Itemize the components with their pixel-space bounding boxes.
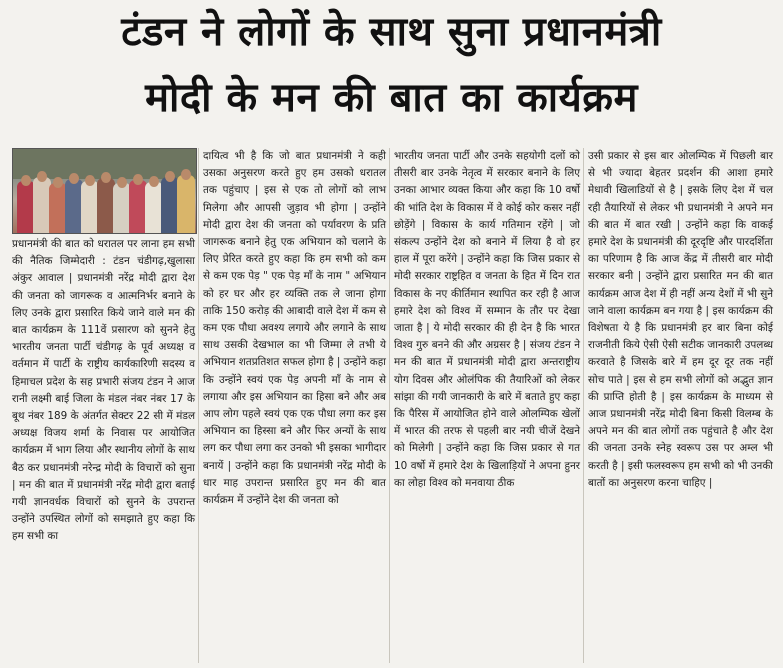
article-column-1 bbox=[12, 236, 195, 546]
headline-line-2: मोदी के मन की बात का कार्यक्रम bbox=[145, 75, 638, 121]
headline bbox=[0, 0, 783, 140]
article-column-3 bbox=[394, 148, 580, 492]
column-4-text: उसी प्रकार से इस बार ओलम्पिक में पिछली बार से भी ज्यादा बेहतर प्रदर्शन की आशा हमारे मेधावी खिलाडियों से है | इसके लिए देश में चल रही तैयारियों से लेकर भी प्रधानमंत्री ने अपने मन की बात में बात रखी | उन्होंने कहा कि वाकई हमारे देश के प्रधानमंत्री की दूरदृष्टि और पारदर्शिता का परिणाम है कि आज केंद्र में तीसरी बार मोदी सरकार बनी | उन्होंने द्वारा प्रसारित मन की बात कार्यक्रम आज देश में ही नहीं अन्य देशों में भी सुने जाने वाला कार्यक्रम बन गया है | इस कार्यक्रम की विशेषता ये है कि प्रधानमंत्री हर बार बिना कोई राजनीती किये ऐसी ऐसी सटीक जानकारी उपलब्ध करवाते है जिसके बारे में हम दूर दूर तक नहीं सोच पाते | इस से हम सभी लोगों को अद्भुत ज्ञान की प्राप्ति होती है | इस कार्यक्रम के माध्यम से आज प्रधानमंत्री नरेंद्र मोदी बिना किसी विलम्ब के अपने मन की बात लोगों तक पहुंचाते है और देश की जनता उनके स्नेह स्वरूप उस पर अम्ल भी करती है | इसी फलस्वरूप हम सभी को भी उनकी बातों का अनुसरण करना चाहिए | bbox=[588, 150, 773, 489]
headline-line-1: टंडन ने लोगों के साथ सुना प्रधानमंत्री bbox=[121, 9, 662, 55]
column-2-text: दायित्व भी है कि जो बात प्रधानमंत्री ने कही उसका अनुसरण करते हुए हम उसको धरातल तक पहुंचाए | इस से एक तो लोगों को लाभ मिलेगा और आपसी जुड़ाव भी होगा | उन्होंने मोदी द्वारा देश की जनता को पर्यावरण के प्रति जागरूक बनाने हेतु एक अभियान को चलाने के लिए प्रेरित करते हुए कहा कि हम सभी को कम से कम एक पेड़ " एक पेड़ माँ के नाम " अभियान को हर घर और हर व्यक्ति तक ले जाना होगा ताकि 150 करोड़ की आबादी वाले देश में कम से कम एक पौधा अवश्य लगाये और लगाने के साथ साथ उसकी देखभाल का भी जिम्मा ले तभी ये अभियान शतप्रतिशत सफल होगा है | उन्होंने कहा कि उन्होंने स्वयं एक पेड़ अपनी माँ के नाम से लगाया और इस अभियान का हिसा बने और अब आप लोग पहले स्वयं एक एक पौधा लगा कर इस अभियान का हिस्सा बने और फिर अन्यों के साथ लग कर पौधा लगा कर उनको भी इसका भागीदार बनायें | उन्होंने कहा कि प्रधानमंत्री नरेंद्र मोदी के धार माह उपरान्त प्रसारित हुए मन की बात कार्यक्रम में उन्होंने देश की जनता को bbox=[203, 150, 386, 507]
column-1-text: प्रधानमंत्री की बात को धरातल पर लाना हम सभी की नैतिक जिम्मेदारी : टंडन चंडीगढ़,खुलासा अंकुर आवाल | प्रधानमंत्री नरेंद्र मोदी द्वारा देश की जनता को जागरूक व आत्मनिर्भर बनाने के लिए उनके द्वारा प्रसारित किये जाने वाले मन की बात कार्यक्रम के 111वें प्रसारण को सुनने हेतु भारतीय जनता पार्टी चंडीगढ़ के पूर्व अध्यक्ष व वर्तमान में पार्टी के राष्ट्रीय कार्यकारिणी सदस्य व हिमाचल प्रदेश के सह प्रभारी संजय टंडन ने आज रानी लक्ष्मी बाई जिला के मंडल नंबर नंबर 17 के बूथ नंबर 189 के अंतर्गत सेक्टर 22 सी में मंडल अध्यक्ष विजय शर्मा के निवास पर आयोजित कार्यक्रम में भाग लिया और स्थानीय लोगों के साथ बैठ कर प्रधानमंत्री नरेन्द्र मोदी के विचारों को सुना | मन की बात में प्रधानमंत्री नरेंद्र मोदी द्वारा बताई गयी ज्ञानवर्धक विचारों को सुनने के उपरान्त उन्होंने उपस्थित लोगों को समझाते हुए कहा कि हम सभी का bbox=[12, 238, 195, 543]
news-photo bbox=[12, 148, 197, 234]
article-column-4 bbox=[588, 148, 773, 492]
article-column-2 bbox=[203, 148, 386, 509]
column-3-text: भारतीय जनता पार्टी और उनके सहयोगी दलों को तीसरी बार उनके नेतृत्व में सरकार बनाने के लिए उनका आभार व्यक्त किया और कहा कि 10 वर्षो की भांति देश के विकास में वे कोई कोर कसर नहीं छोड़ेंगे | विकास के कार्य गतिमान रहेंगे | जो संकल्प उन्होंने देश को बनाने में लिया है वो हर हाल में पूरा करेंगे | उन्होंने कहा कि जिस प्रकार से मोदी सरकार राष्ट्रहित व जनता के हित में दिन रात विकास के नए कीर्तिमान स्थापित कर रही है आज हमारे देश को विश्व में सम्मान के तौर पर देखा जाता है | ये मोदी सरकार की ही देन है कि भारत विश्व गुरु बनने की और अग्रसर है | संजय टंडन ने मन की बात में प्रधानमंत्री मोदी द्वारा अन्तराष्ट्रीय योग दिवस और ओलंपिक की तैयारिओं को लेकर सांझा की गयी जानकारी के बारे में बताते हुए कहा कि पैरिस में आयोजित होने वाले ओलम्पिक खेलों में भारत की तरफ से पहली बार नयी चीजें देखने को मिलेगी | उन्होंने कहा कि जिस प्रकार से गत 10 वर्षो में हमारे देश के खिलाड़ियों ने अपना हुनर का लोहा विश्व को मनवाया ठीक bbox=[394, 150, 580, 489]
